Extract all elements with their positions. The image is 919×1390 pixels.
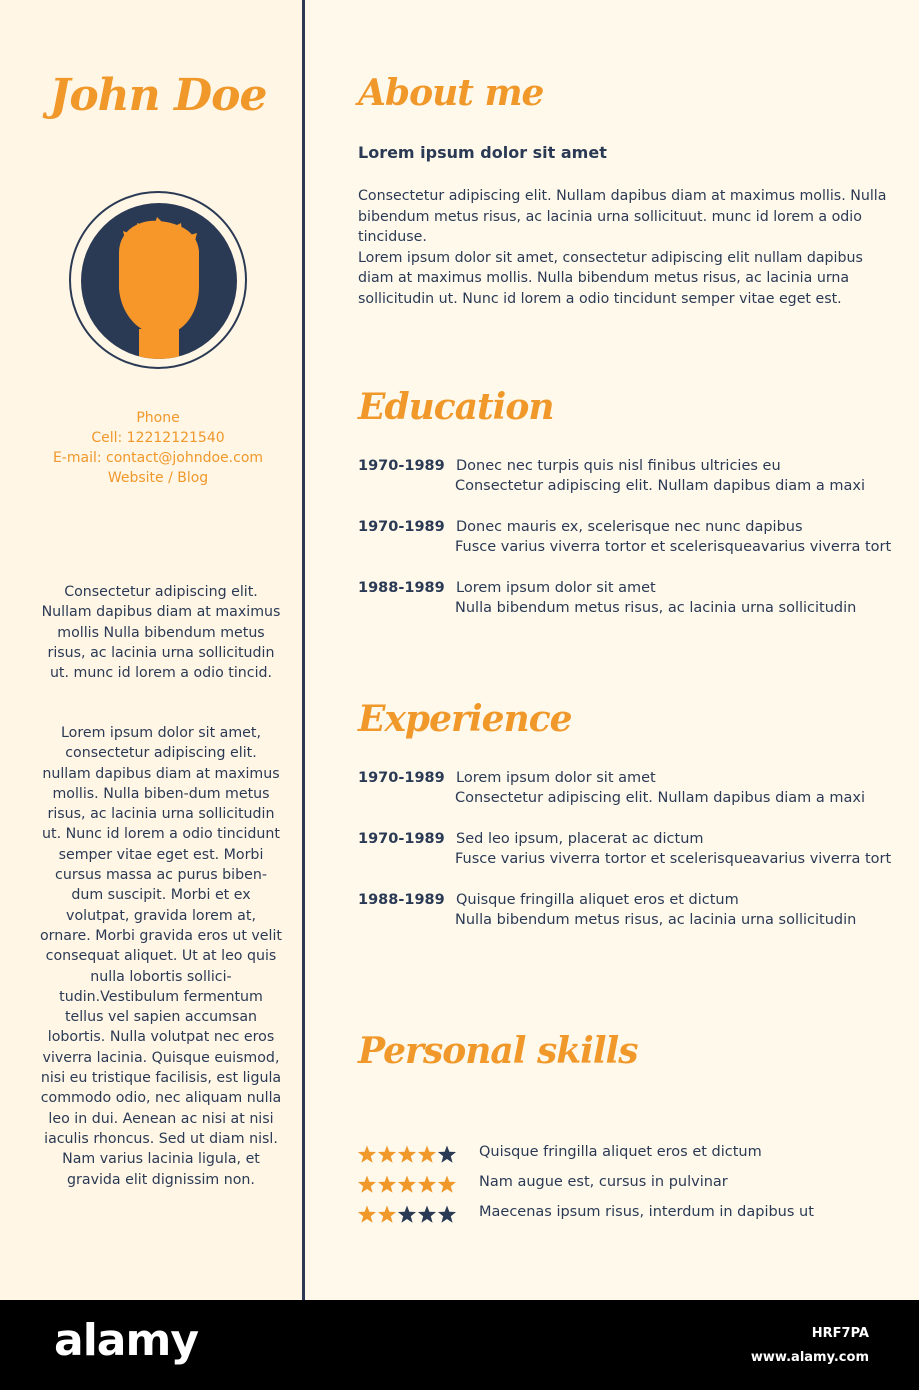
skill-row bbox=[358, 1173, 878, 1195]
entry-line: Nulla bibendum metus risus, ac lacinia urna sollicitudin bbox=[455, 912, 857, 928]
star-filled-icon bbox=[418, 1146, 436, 1163]
alamy-logo: alamy bbox=[54, 1315, 198, 1366]
entry-years: 1970-1989 bbox=[358, 770, 445, 786]
person-silhouette-icon bbox=[81, 203, 237, 359]
experience-title: Experience bbox=[358, 698, 572, 740]
entry-line: Donec nec turpis quis nisl finibus ultricies eu bbox=[456, 458, 781, 474]
star-empty-icon bbox=[418, 1206, 436, 1223]
star-empty-icon bbox=[438, 1146, 456, 1163]
contact-cell: Cell: 12212121540 bbox=[91, 430, 225, 446]
experience-entry bbox=[358, 831, 898, 873]
about-subtitle: Lorem ipsum dolor sit amet bbox=[358, 143, 607, 162]
star-rating bbox=[358, 1203, 458, 1225]
star-filled-icon bbox=[418, 1176, 436, 1193]
star-filled-icon bbox=[358, 1146, 376, 1163]
education-entry bbox=[358, 519, 898, 561]
star-empty-icon bbox=[398, 1206, 416, 1223]
person-name: John Doe bbox=[49, 70, 267, 121]
about-paragraph: Consectetur adipiscing elit. Nullam dapibus diam at maximus mollis. Nulla bibendum metus risus, ac lacinia urna sollicituut. munc id lorem a odio tinciduse. bbox=[358, 188, 887, 245]
entry-line: Sed leo ipsum, placerat ac dictum bbox=[456, 831, 704, 847]
skill-row bbox=[358, 1203, 878, 1225]
sidebar-body: Lorem ipsum dolor sit amet, consectetur adipiscing elit. nullam dapibus diam at maximus mollis. Nulla biben-dum metus risus, ac lacinia urna sollicitudin ut. Nunc id lorem a odio tincidunt semper vitae eget est. Morbi cursus massa ac purus biben-dum suscipit. Morbi et ex volutpat, gravida lorem at, ornare. Morbi gravida eros ut velit consequat aliquet. Ut at leo quis nulla lobortis sollici-tudin.Vestibulum fermentum tellus vel sapien accumsan lobortis. Nulla volutpat nec eros viverra lacinia. Quisque euismod, nisi eu tristique facilisis, est ligula commodo odio, nec aliquam nulla leo in dui. Aenean ac nisi at nisi iaculis rhoncus. Sed ut diam nisl. Nam varius lacinia ligula, et gravida elit dignissim non. bbox=[40, 725, 282, 1188]
about-body bbox=[358, 186, 888, 309]
entry-years: 1970-1989 bbox=[358, 831, 445, 847]
education-title: Education bbox=[358, 386, 554, 428]
experience-entry bbox=[358, 770, 898, 812]
star-filled-icon bbox=[398, 1176, 416, 1193]
star-filled-icon bbox=[378, 1146, 396, 1163]
contact-phone-label: Phone bbox=[136, 410, 180, 426]
experience-entry bbox=[358, 892, 898, 934]
skill-label: Nam augue est, cursus in pulvinar bbox=[479, 1174, 728, 1190]
footer-url: www.alamy.com bbox=[750, 1350, 869, 1365]
star-rating bbox=[358, 1143, 458, 1165]
star-filled-icon bbox=[438, 1176, 456, 1193]
entry-line: Lorem ipsum dolor sit amet bbox=[456, 770, 656, 786]
entry-line: Lorem ipsum dolor sit amet bbox=[456, 580, 656, 596]
entry-line: Fusce varius viverra tortor et scelerisqueavarius viverra tort bbox=[455, 539, 892, 555]
entry-years: 1970-1989 bbox=[358, 458, 445, 474]
contact-block bbox=[0, 408, 316, 488]
column-divider bbox=[302, 0, 305, 1300]
star-filled-icon bbox=[358, 1206, 376, 1223]
education-entry bbox=[358, 458, 898, 500]
sidebar-intro: Consectetur adipiscing elit. Nullam dapibus diam at maximus mollis Nulla bibendum metus risus, ac lacinia urna sollicitudin ut. munc id lorem a odio tincid. bbox=[41, 584, 281, 682]
star-filled-icon bbox=[358, 1176, 376, 1193]
education-entry bbox=[358, 580, 898, 622]
entry-years: 1970-1989 bbox=[358, 519, 445, 535]
skills-title: Personal skills bbox=[358, 1030, 638, 1072]
star-rating bbox=[358, 1173, 458, 1195]
entry-line: Fusce varius viverra tortor et scelerisqueavarius viverra tort bbox=[455, 851, 892, 867]
contact-email: E-mail: contact@johndoe.com bbox=[52, 450, 264, 466]
entry-line: Donec mauris ex, scelerisque nec nunc dapibus bbox=[456, 519, 803, 535]
skill-row bbox=[358, 1143, 878, 1165]
entry-line: Nulla bibendum metus risus, ac lacinia urna sollicitudin bbox=[455, 600, 857, 616]
star-filled-icon bbox=[378, 1206, 396, 1223]
entry-line: Consectetur adipiscing elit. Nullam dapibus diam a maxi bbox=[455, 790, 866, 806]
star-empty-icon bbox=[438, 1206, 456, 1223]
star-filled-icon bbox=[378, 1176, 396, 1193]
entry-years: 1988-1989 bbox=[358, 892, 445, 908]
star-filled-icon bbox=[398, 1146, 416, 1163]
contact-website: Website / Blog bbox=[107, 470, 209, 486]
skill-label: Maecenas ipsum risus, interdum in dapibus ut bbox=[479, 1204, 814, 1220]
about-paragraph: Lorem ipsum dolor sit amet, consectetur adipiscing elit nullam dapibus diam at maximus mollis. Nulla bibendum metus risus, ac lacinia urna sollicitudin ut. Nunc id lorem a odio tincidunt semper vitae eget est. bbox=[358, 249, 863, 307]
entry-line: Consectetur adipiscing elit. Nullam dapibus diam a maxi bbox=[455, 478, 866, 494]
entry-line: Quisque fringilla aliquet eros et dictum bbox=[456, 892, 739, 908]
about-title: About me bbox=[358, 72, 544, 114]
image-id: HRF7PA bbox=[811, 1326, 869, 1341]
avatar bbox=[81, 203, 237, 359]
entry-years: 1988-1989 bbox=[358, 580, 445, 596]
skill-label: Quisque fringilla aliquet eros et dictum bbox=[479, 1144, 762, 1160]
